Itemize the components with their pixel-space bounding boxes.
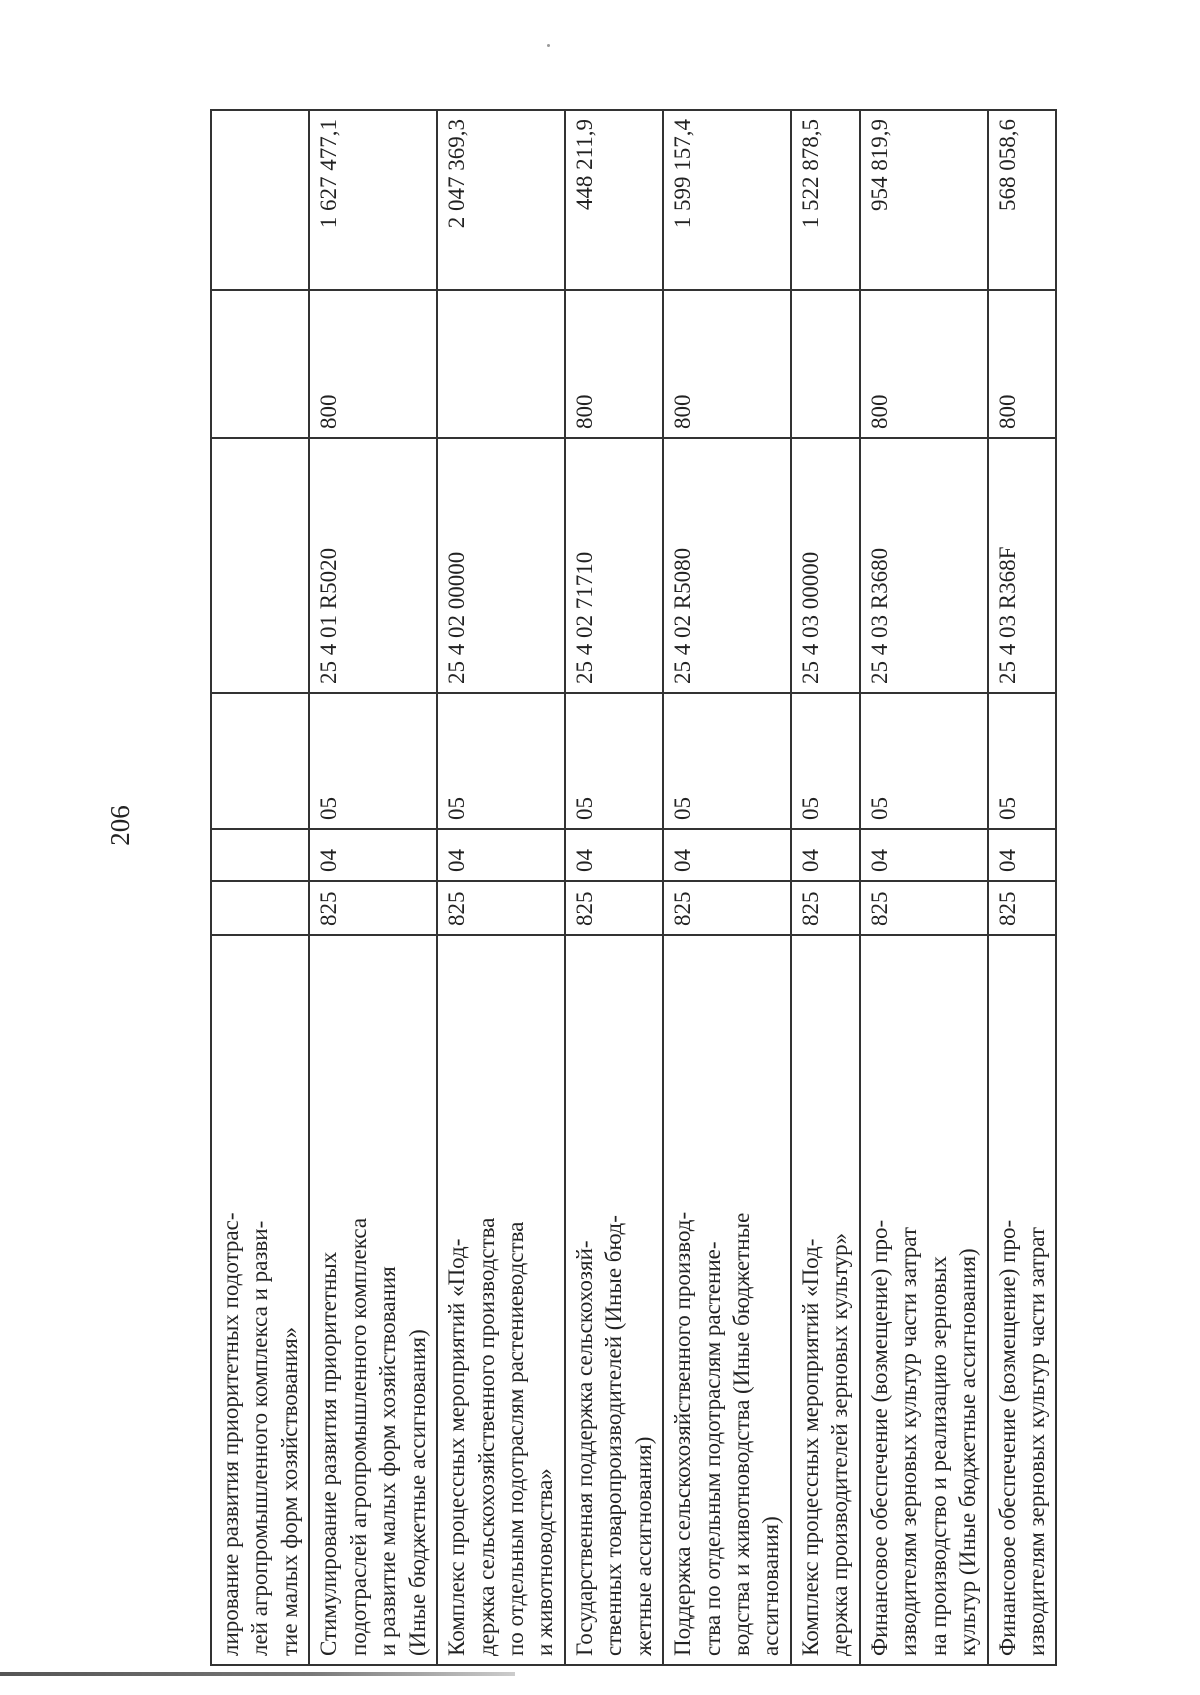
cell-amount: 954 819,9 — [860, 110, 988, 290]
cell-grbs: 825 — [565, 881, 663, 935]
cell-target-article: 25 4 02 71710 — [565, 438, 663, 693]
cell-section: 04 — [860, 829, 988, 881]
cell-section: 04 — [663, 829, 791, 881]
cell-subsection: 05 — [988, 693, 1057, 829]
cell-expense-type: 800 — [663, 290, 791, 438]
budget-table — [210, 109, 1057, 1666]
cell-grbs: 825 — [663, 881, 791, 935]
table-row — [860, 110, 988, 1665]
cell-grbs: 825 — [309, 881, 437, 935]
cell-expense-type: 800 — [860, 290, 988, 438]
cell-target-article: 25 4 02 R5080 — [663, 438, 791, 693]
scan-edge-line — [0, 1672, 515, 1676]
cell-target-article: 25 4 01 R5020 — [309, 438, 437, 693]
cell-section: 04 — [437, 829, 565, 881]
cell-subsection: 05 — [437, 693, 565, 829]
cell-name: Государственная поддержка сельскохозяй- ственных товаропроизводителей (Иные бюд- жетные ассигнования) — [565, 935, 663, 1665]
table-body — [211, 110, 1056, 1665]
cell-grbs — [211, 881, 309, 935]
cell-amount — [211, 110, 309, 290]
cell-name: Комплекс процессных мероприятий «Под- держка производителей зерновых культур» — [791, 935, 860, 1665]
scan-speck — [547, 44, 550, 47]
cell-grbs: 825 — [437, 881, 565, 935]
cell-subsection: 05 — [860, 693, 988, 829]
table-row — [437, 110, 565, 1665]
budget-table-rotated — [210, 111, 1110, 1666]
table-row — [791, 110, 860, 1665]
cell-name: Комплекс процессных мероприятий «Под- держка сельскохозяйственного производства по отдельным подотраслям растениеводства и животноводства» — [437, 935, 565, 1665]
table-row — [565, 110, 663, 1665]
table-row — [663, 110, 791, 1665]
cell-section: 04 — [309, 829, 437, 881]
cell-target-article — [211, 438, 309, 693]
cell-subsection: 05 — [663, 693, 791, 829]
cell-expense-type: 800 — [565, 290, 663, 438]
cell-amount: 1 627 477,1 — [309, 110, 437, 290]
table-row — [988, 110, 1057, 1665]
cell-amount: 2 047 369,3 — [437, 110, 565, 290]
cell-name: Финансовое обеспечение (возмещение) про- изводителям зерновых культур части затрат на производство и реализацию зерновых культур (Иные бюджетные ассигнования) — [860, 935, 988, 1665]
cell-subsection: 05 — [791, 693, 860, 829]
cell-expense-type — [791, 290, 860, 438]
cell-amount: 1 599 157,4 — [663, 110, 791, 290]
cell-section: 04 — [988, 829, 1057, 881]
cell-target-article: 25 4 03 R368F — [988, 438, 1057, 693]
cell-expense-type: 800 — [988, 290, 1057, 438]
cell-target-article: 25 4 03 00000 — [791, 438, 860, 693]
cell-grbs: 825 — [860, 881, 988, 935]
table-row — [211, 110, 309, 1665]
cell-amount: 448 211,9 — [565, 110, 663, 290]
cell-section: 04 — [791, 829, 860, 881]
cell-subsection: 05 — [309, 693, 437, 829]
cell-amount: 1 522 878,5 — [791, 110, 860, 290]
cell-expense-type — [211, 290, 309, 438]
cell-grbs: 825 — [988, 881, 1057, 935]
page-number: 206 — [104, 805, 135, 846]
cell-amount: 568 058,6 — [988, 110, 1057, 290]
cell-name: Стимулирование развития приоритетных подотраслей агропромышленного комплекса и развитие малых форм хозяйствования (Иные бюджетные ассигнования) — [309, 935, 437, 1665]
cell-expense-type — [437, 290, 565, 438]
cell-name: лирование развития приоритетных подотрас- лей агропромышленного комплекса и разви- тие малых форм хозяйствования» — [211, 935, 309, 1665]
cell-expense-type: 800 — [309, 290, 437, 438]
cell-subsection: 05 — [565, 693, 663, 829]
table-row — [309, 110, 437, 1665]
cell-grbs: 825 — [791, 881, 860, 935]
cell-section: 04 — [565, 829, 663, 881]
cell-subsection — [211, 693, 309, 829]
cell-target-article: 25 4 02 00000 — [437, 438, 565, 693]
cell-name: Поддержка сельскохозяйственного производ- ства по отдельным подотраслям растение- водства и животноводства (Иные бюджетные ассигнования) — [663, 935, 791, 1665]
cell-target-article: 25 4 03 R3680 — [860, 438, 988, 693]
cell-section — [211, 829, 309, 881]
cell-name: Финансовое обеспечение (возмещение) про- изводителям зерновых культур части затрат — [988, 935, 1057, 1665]
